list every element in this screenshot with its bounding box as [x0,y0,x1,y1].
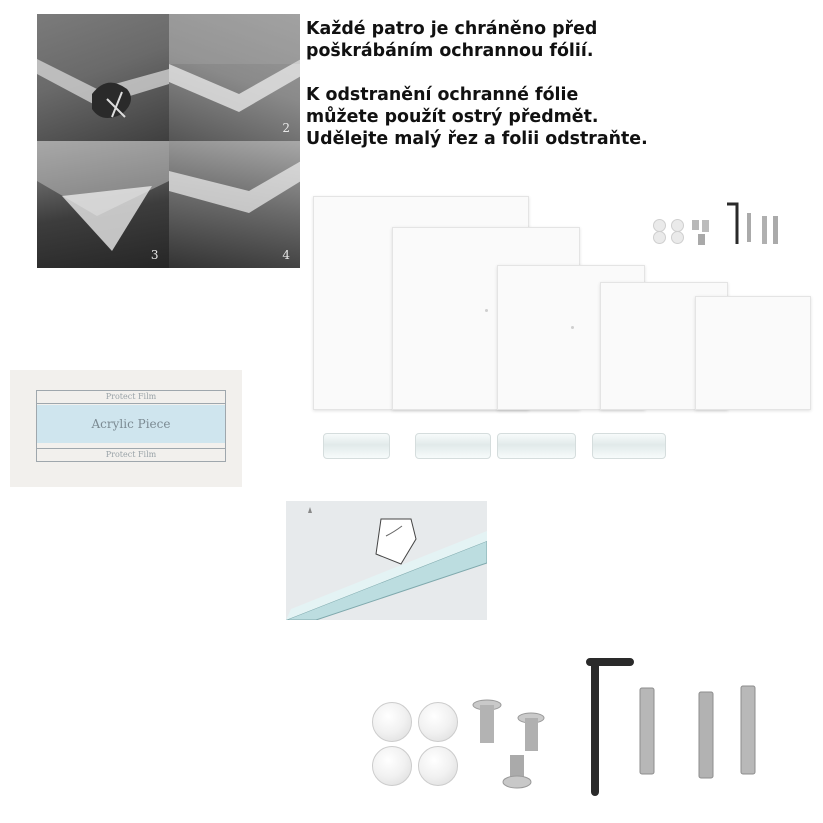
screw-1 [473,700,501,743]
acrylic-corner-illustration [37,14,169,141]
acrylic-piece-label: Acrylic Piece [37,405,225,443]
instruction-line-2: poškrábáním ochrannou fólií. [306,41,594,61]
screw-3 [503,755,531,788]
step-number-2: 2 [282,121,290,135]
hardware-small-icon [690,200,790,260]
collage-photo-2 [169,14,301,141]
hex-key-icon [590,662,630,792]
step-number-3: 3 [150,248,159,262]
film-peeling-photo [286,501,487,620]
acrylic-standoff-4 [592,433,666,459]
hardware-large-icon [465,650,765,800]
instruction-line-4: můžete použít ostrý předmět. [306,107,599,127]
instruction-line-1: Každé patro je chráněno před [306,19,598,39]
collage-photo-1 [37,14,169,141]
peel-corner-illustration [286,501,487,620]
collage-photo-4 [169,141,301,268]
screw-hole [485,309,488,312]
film-removal-instructions [306,18,816,150]
peeling-film-illustration [37,141,169,268]
instruction-paragraph-1 [306,18,816,62]
instruction-line-3: K odstranění ochranné fólie [306,85,579,105]
bottom-film-label: Protect Film [37,448,225,461]
screw-2 [518,713,544,751]
instruction-line-5: Udělejte malý řez a folii odstraňte. [306,129,648,149]
film-layers [36,390,226,462]
step-number-4: 4 [282,248,290,262]
screw-hole [571,326,574,329]
acrylic-board-5 [695,296,811,410]
top-film-label: Protect Film [37,391,225,404]
collage-photo-3 [37,141,169,268]
rubber-feet-small [651,218,689,244]
protect-film-diagram [10,370,242,487]
acrylic-sheet-illustration [169,14,301,141]
acrylic-standoff-1 [323,433,390,459]
rubber-feet-large [368,700,462,788]
protective-film-photo-collage [37,14,300,268]
acrylic-standoff-3 [497,433,576,459]
acrylic-edge-illustration [169,141,301,268]
instruction-paragraph-2 [306,84,816,150]
acrylic-standoff-2 [415,433,491,459]
